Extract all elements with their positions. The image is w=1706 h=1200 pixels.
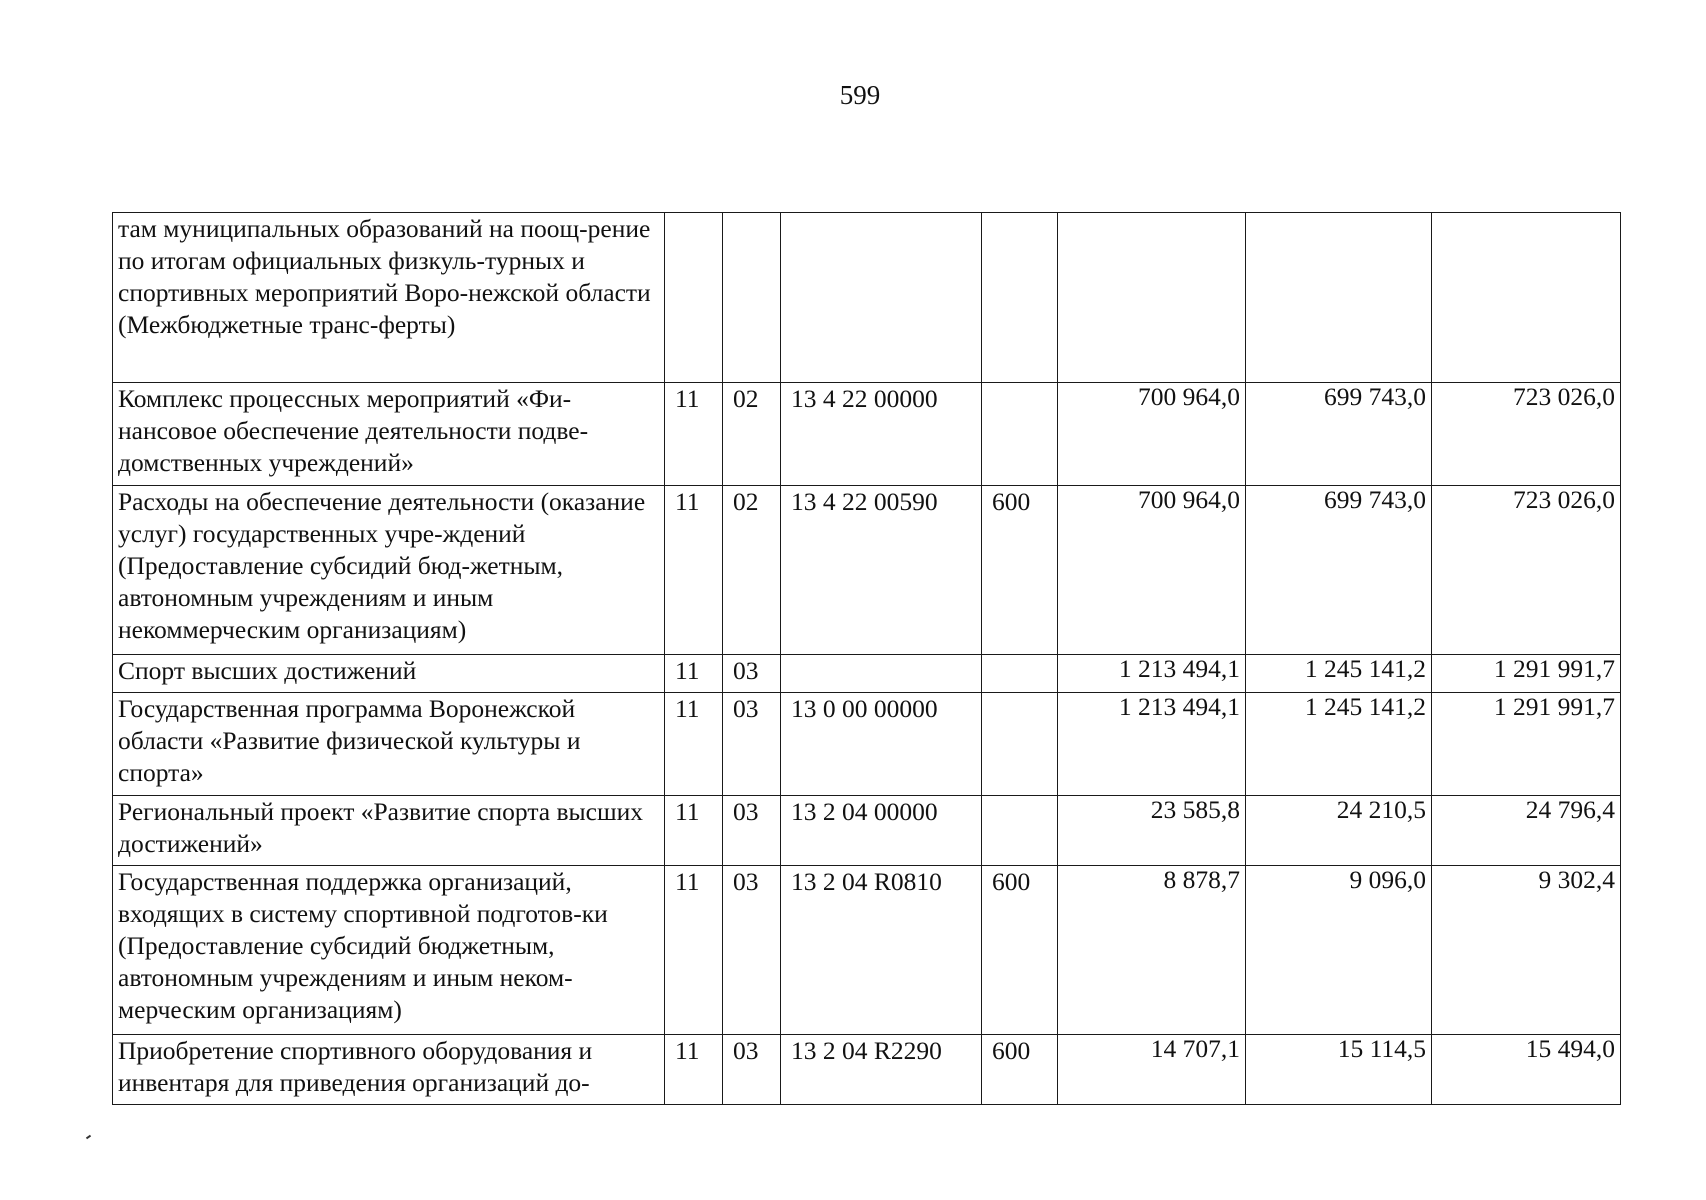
cell-target-article: 13 0 00 00000 [781,693,982,796]
cell-target-article: 13 2 04 R2290 [781,1035,982,1105]
cell-expense-type [982,383,1058,486]
cell-amount-year-2 [1246,213,1432,383]
cell-amount-year-3 [1432,1035,1621,1105]
cell-expense-type: 600 [982,486,1058,655]
table-row [113,693,1621,796]
cell-amount-year-3 [1432,655,1621,693]
cell-amount-year-3-value: 1 291 991,7 [1493,654,1615,683]
cell-amount-year-2-value: 1 245 141,2 [1304,654,1426,683]
cell-amount-year-2-value: 24 210,5 [1336,795,1426,824]
cell-expense-type: 600 [982,866,1058,1035]
cell-amount-year-1-value: 8 878,7 [1163,865,1240,894]
cell-name: Региональный проект «Развитие спорта высших достижений» [113,796,665,866]
cell-subsection: 02 [723,486,781,655]
cell-amount-year-3 [1432,486,1621,655]
cell-amount-year-1 [1058,213,1246,383]
cell-amount-year-2-value: 1 245 141,2 [1304,692,1426,721]
cell-amount-year-3-value: 9 302,4 [1538,865,1615,894]
cell-amount-year-3-value: 1 291 991,7 [1493,692,1615,721]
cell-amount-year-2-value: 699 743,0 [1324,485,1426,514]
cell-target-article: 13 4 22 00000 [781,383,982,486]
cell-amount-year-2-value: 9 096,0 [1349,865,1426,894]
cell-amount-year-1-value: 700 964,0 [1138,382,1240,411]
cell-target-article: 13 2 04 R0810 [781,866,982,1035]
cell-subsection: 03 [723,693,781,796]
table-row [113,1035,1621,1105]
cell-section: 11 [665,655,723,693]
cell-amount-year-2 [1246,796,1432,866]
table-row [113,655,1621,693]
table-body [113,213,1621,1105]
cell-amount-year-1-value: 14 707,1 [1150,1034,1240,1063]
cell-section: 11 [665,796,723,866]
cell-target-article [781,655,982,693]
cell-name: Государственная программа Воронежской области «Развитие физической культуры и спорта» [113,693,665,796]
cell-amount-year-3 [1432,796,1621,866]
cell-amount-year-1-value: 700 964,0 [1138,485,1240,514]
cell-amount-year-3 [1432,383,1621,486]
cell-section: 11 [665,866,723,1035]
cell-expense-type [982,213,1058,383]
cell-expense-type [982,655,1058,693]
cell-name: Спорт высших достижений [113,655,665,693]
cell-section [665,213,723,383]
cell-amount-year-2 [1246,655,1432,693]
stray-mark [86,1135,91,1140]
cell-section: 11 [665,693,723,796]
cell-expense-type [982,796,1058,866]
cell-target-article: 13 2 04 00000 [781,796,982,866]
cell-amount-year-3 [1432,213,1621,383]
table-row [113,383,1621,486]
cell-subsection: 03 [723,866,781,1035]
cell-amount-year-1-value: 23 585,8 [1150,795,1240,824]
cell-section: 11 [665,383,723,486]
page-number: 599 [839,80,881,110]
cell-subsection: 03 [723,796,781,866]
cell-name: Расходы на обеспечение деятельности (оказание услуг) государственных учре-ждений (Предоставление субсидий бюд-жетным, автономным учреждениям и иным некоммерческим организациям) [113,486,665,655]
cell-amount-year-1 [1058,655,1246,693]
cell-subsection: 02 [723,383,781,486]
cell-amount-year-3 [1432,693,1621,796]
cell-amount-year-2-value: 699 743,0 [1324,382,1426,411]
cell-amount-year-2 [1246,693,1432,796]
cell-expense-type: 600 [982,1035,1058,1105]
cell-amount-year-1 [1058,486,1246,655]
cell-subsection: 03 [723,1035,781,1105]
cell-amount-year-2-value: 15 114,5 [1337,1034,1426,1063]
cell-amount-year-3 [1432,866,1621,1035]
cell-amount-year-3-value: 723 026,0 [1513,382,1615,411]
cell-section: 11 [665,1035,723,1105]
cell-amount-year-1 [1058,866,1246,1035]
cell-amount-year-1-value: 1 213 494,1 [1118,654,1240,683]
cell-amount-year-3-value: 723 026,0 [1513,485,1615,514]
cell-name: Комплекс процессных мероприятий «Фи-нансовое обеспечение деятельности подве-домственных учреждений» [113,383,665,486]
cell-subsection: 03 [723,655,781,693]
cell-amount-year-1 [1058,383,1246,486]
cell-subsection [723,213,781,383]
cell-target-article [781,213,982,383]
table-row [113,796,1621,866]
cell-amount-year-1 [1058,1035,1246,1105]
cell-amount-year-2 [1246,1035,1432,1105]
cell-amount-year-1 [1058,796,1246,866]
cell-expense-type [982,693,1058,796]
table-row [113,213,1621,383]
cell-amount-year-2 [1246,486,1432,655]
cell-amount-year-3-value: 24 796,4 [1525,795,1615,824]
cell-amount-year-3-value: 15 494,0 [1525,1034,1615,1063]
cell-name: Приобретение спортивного оборудования и инвентаря для приведения организаций до- [113,1035,665,1105]
table-row [113,486,1621,655]
cell-amount-year-2 [1246,866,1432,1035]
cell-name: Государственная поддержка организаций, входящих в систему спортивной подготов-ки (Предоставление субсидий бюджетным, автономным учреждениям и иным неком-мерческим организациям) [113,866,665,1035]
table-row [113,866,1621,1035]
cell-amount-year-1-value: 1 213 494,1 [1118,692,1240,721]
cell-amount-year-1 [1058,693,1246,796]
budget-table [112,212,1621,1105]
cell-target-article: 13 4 22 00590 [781,486,982,655]
cell-section: 11 [665,486,723,655]
cell-name: там муниципальных образований на поощ-рение по итогам официальных физкуль-турных и спортивных мероприятий Воро-нежской области (Межбюджетные транс-ферты) [113,213,665,383]
cell-amount-year-2 [1246,383,1432,486]
